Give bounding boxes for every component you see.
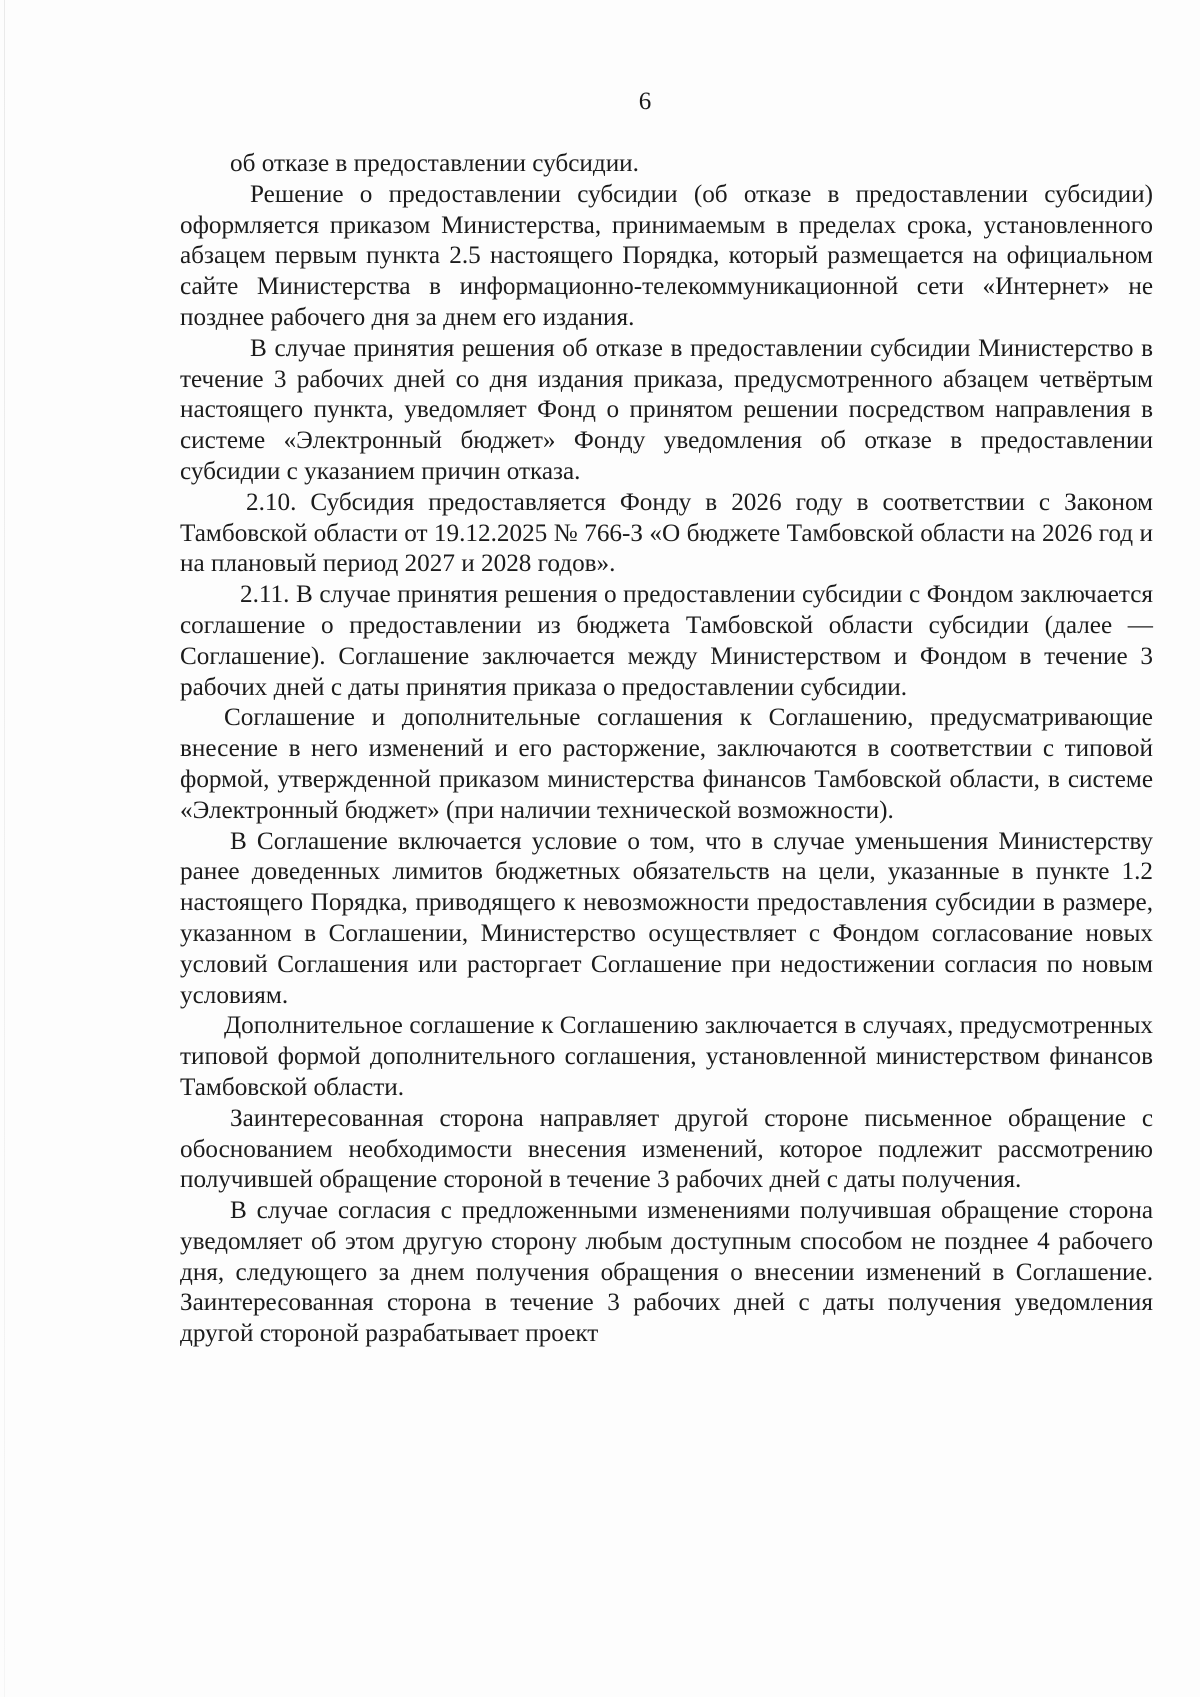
paragraph-refusal-notice: В случае принятия решения об отказе в предоставлении субсидии Министерство в течение 3 рабочих дней со дня издания приказа, предусмотренного абзацем четвёртым настоящего пункта, уведомляет Фонд о принятом решении посредством направления в системе «Электронный бюджет» Фонду уведомления об отказе в предоставлении субсидии с указанием причин отказа.: [180, 334, 1153, 485]
paragraph-agreement-forms: Соглашение и дополнительные соглашения к Соглашению, предусматривающие внесение в него изменений и его расторжение, заключаются в соответствии с типовой формой, утвержденной приказом министерства финансов Тамбовской области, в системе «Электронный бюджет» (при наличии технической возможности).: [180, 704, 1153, 824]
scan-edge: [4, 0, 5, 1697]
paragraph-limits-condition: В Соглашение включается условие о том, что в случае уменьшения Министерству ранее доведенных лимитов бюджетных обязательств на цели, указанные в пункте 1.2 настоящего Порядка, приводящего к невозможности предоставления субсидии в размере, указанном в Соглашении, Министерство осуществляет с Фондом согласование новых условий Соглашения или расторгает Соглашение при недостижении согласия по новым условиям.: [180, 827, 1153, 1009]
document-body: [180, 149, 1153, 1350]
paragraph-additional-agreement: Дополнительное соглашение к Соглашению заключается в случаях, предусмотренных типовой формой дополнительного соглашения, установленной министерством финансов Тамбовской области.: [180, 1012, 1153, 1101]
page-number: 6: [638, 88, 652, 115]
paragraph-decision: Решение о предоставлении субсидии (об отказе в предоставлении субсидии) оформляется приказом Министерства, принимаемым в пределах срока, установленного абзацем первым пункта 2.5 настоящего Порядка, который размещается на официальном сайте Министерства в информационно-телекоммуникационной сети «Интернет» не позднее рабочего дня за днем его издания.: [180, 180, 1153, 331]
paragraph-consent: В случае согласия с предложенными изменениями получившая обращение сторона уведомляет об этом другую сторону любым доступным способом не позднее 4 рабочего дня, следующего за днем получения обращения о внесении изменений в Соглашение. Заинтересованная сторона в течение 3 рабочих дней с даты получения уведомления другой стороной разрабатывает проект: [180, 1197, 1153, 1348]
paragraph-continuation: об отказе в предоставлении субсидии.: [230, 150, 639, 177]
paragraph-2-11: 2.11. В случае принятия решения о предоставлении субсидии с Фондом заключается соглашение о предоставлении из бюджета Тамбовской области субсидии (далее — Соглашение). Соглашение заключается между Министерством и Фондом в течение 3 рабочих дней с даты принятия приказа о предоставлении субсидии.: [180, 581, 1153, 701]
paragraph-2-10: 2.10. Субсидия предоставляется Фонду в 2026 году в соответствии с Законом Тамбовской области от 19.12.2025 № 766-З «О бюджете Тамбовской области на 2026 год и на плановый период 2027 и 2028 годов».: [180, 488, 1153, 578]
paragraph-written-request: Заинтересованная сторона направляет другой стороне письменное обращение с обоснованием необходимости внесения изменений, которое подлежит рассмотрению получившей обращение стороной в течение 3 рабочих дней с даты получения.: [180, 1104, 1153, 1194]
